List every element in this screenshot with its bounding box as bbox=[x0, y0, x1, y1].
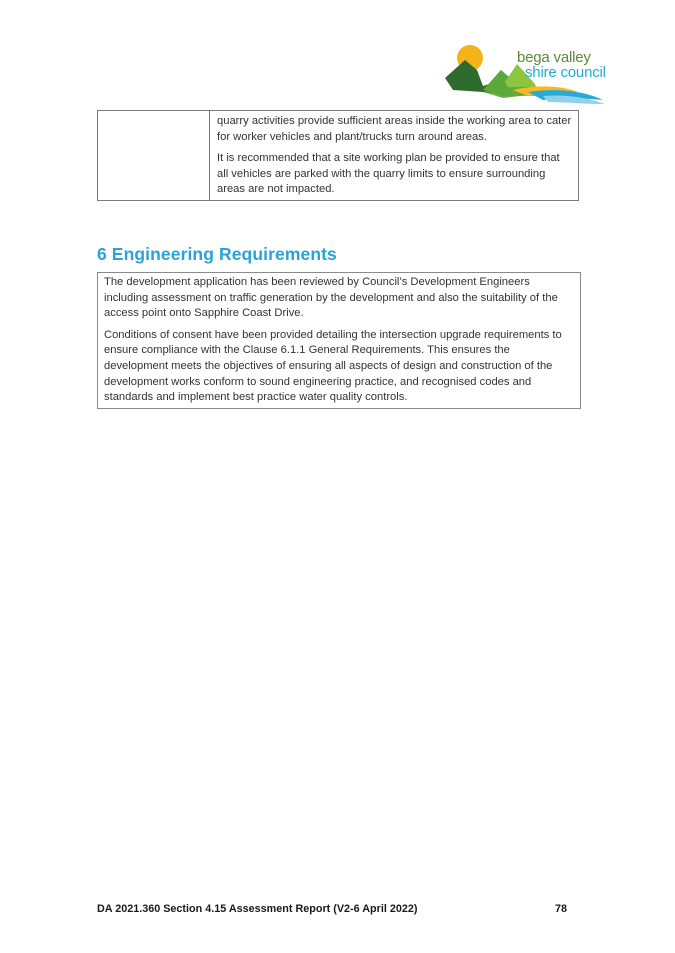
engineering-requirements-box bbox=[97, 272, 581, 409]
section-heading: 6 Engineering Requirements bbox=[97, 244, 337, 264]
page-number: 78 bbox=[554, 903, 567, 915]
logo-wordmark bbox=[517, 50, 606, 80]
council-logo bbox=[443, 40, 613, 104]
table-right-cell bbox=[210, 111, 578, 200]
table-left-cell bbox=[98, 111, 210, 200]
table-paragraph: It is recommended that a site working plan be provided to ensure that all vehicles are parked with the quarry limits to ensure surrounding areas are not impacted. bbox=[217, 152, 560, 196]
continued-assessment-table bbox=[97, 110, 579, 201]
table-paragraph: quarry activities provide sufficient areas inside the working area to cater for worker vehicles and plant/trucks turn around areas. bbox=[217, 115, 572, 143]
section-paragraph: Conditions of consent have been provided detailing the intersection upgrade requirements to ensure compliance with the Clause 6.1.1 General Requirements. This ensures the development meets the objectives of ensuring all aspects of design and construction of the development works conform to sound engineering practice, and recognised codes and standards and implement best practice water quality controls. bbox=[104, 328, 562, 404]
logo-text-line1: bega valley bbox=[517, 49, 591, 66]
page-footer bbox=[97, 903, 567, 915]
section-paragraph: The development application has been reviewed by Council’s Development Engineers including assessment on traffic generation by the development and also the suitability of the access point onto Sapphire Coast Drive. bbox=[104, 276, 558, 320]
logo-text-line2: shire council bbox=[525, 64, 606, 81]
footer-report-title: DA 2021.360 Section 4.15 Assessment Report (V2-6 April 2022) bbox=[97, 903, 418, 915]
